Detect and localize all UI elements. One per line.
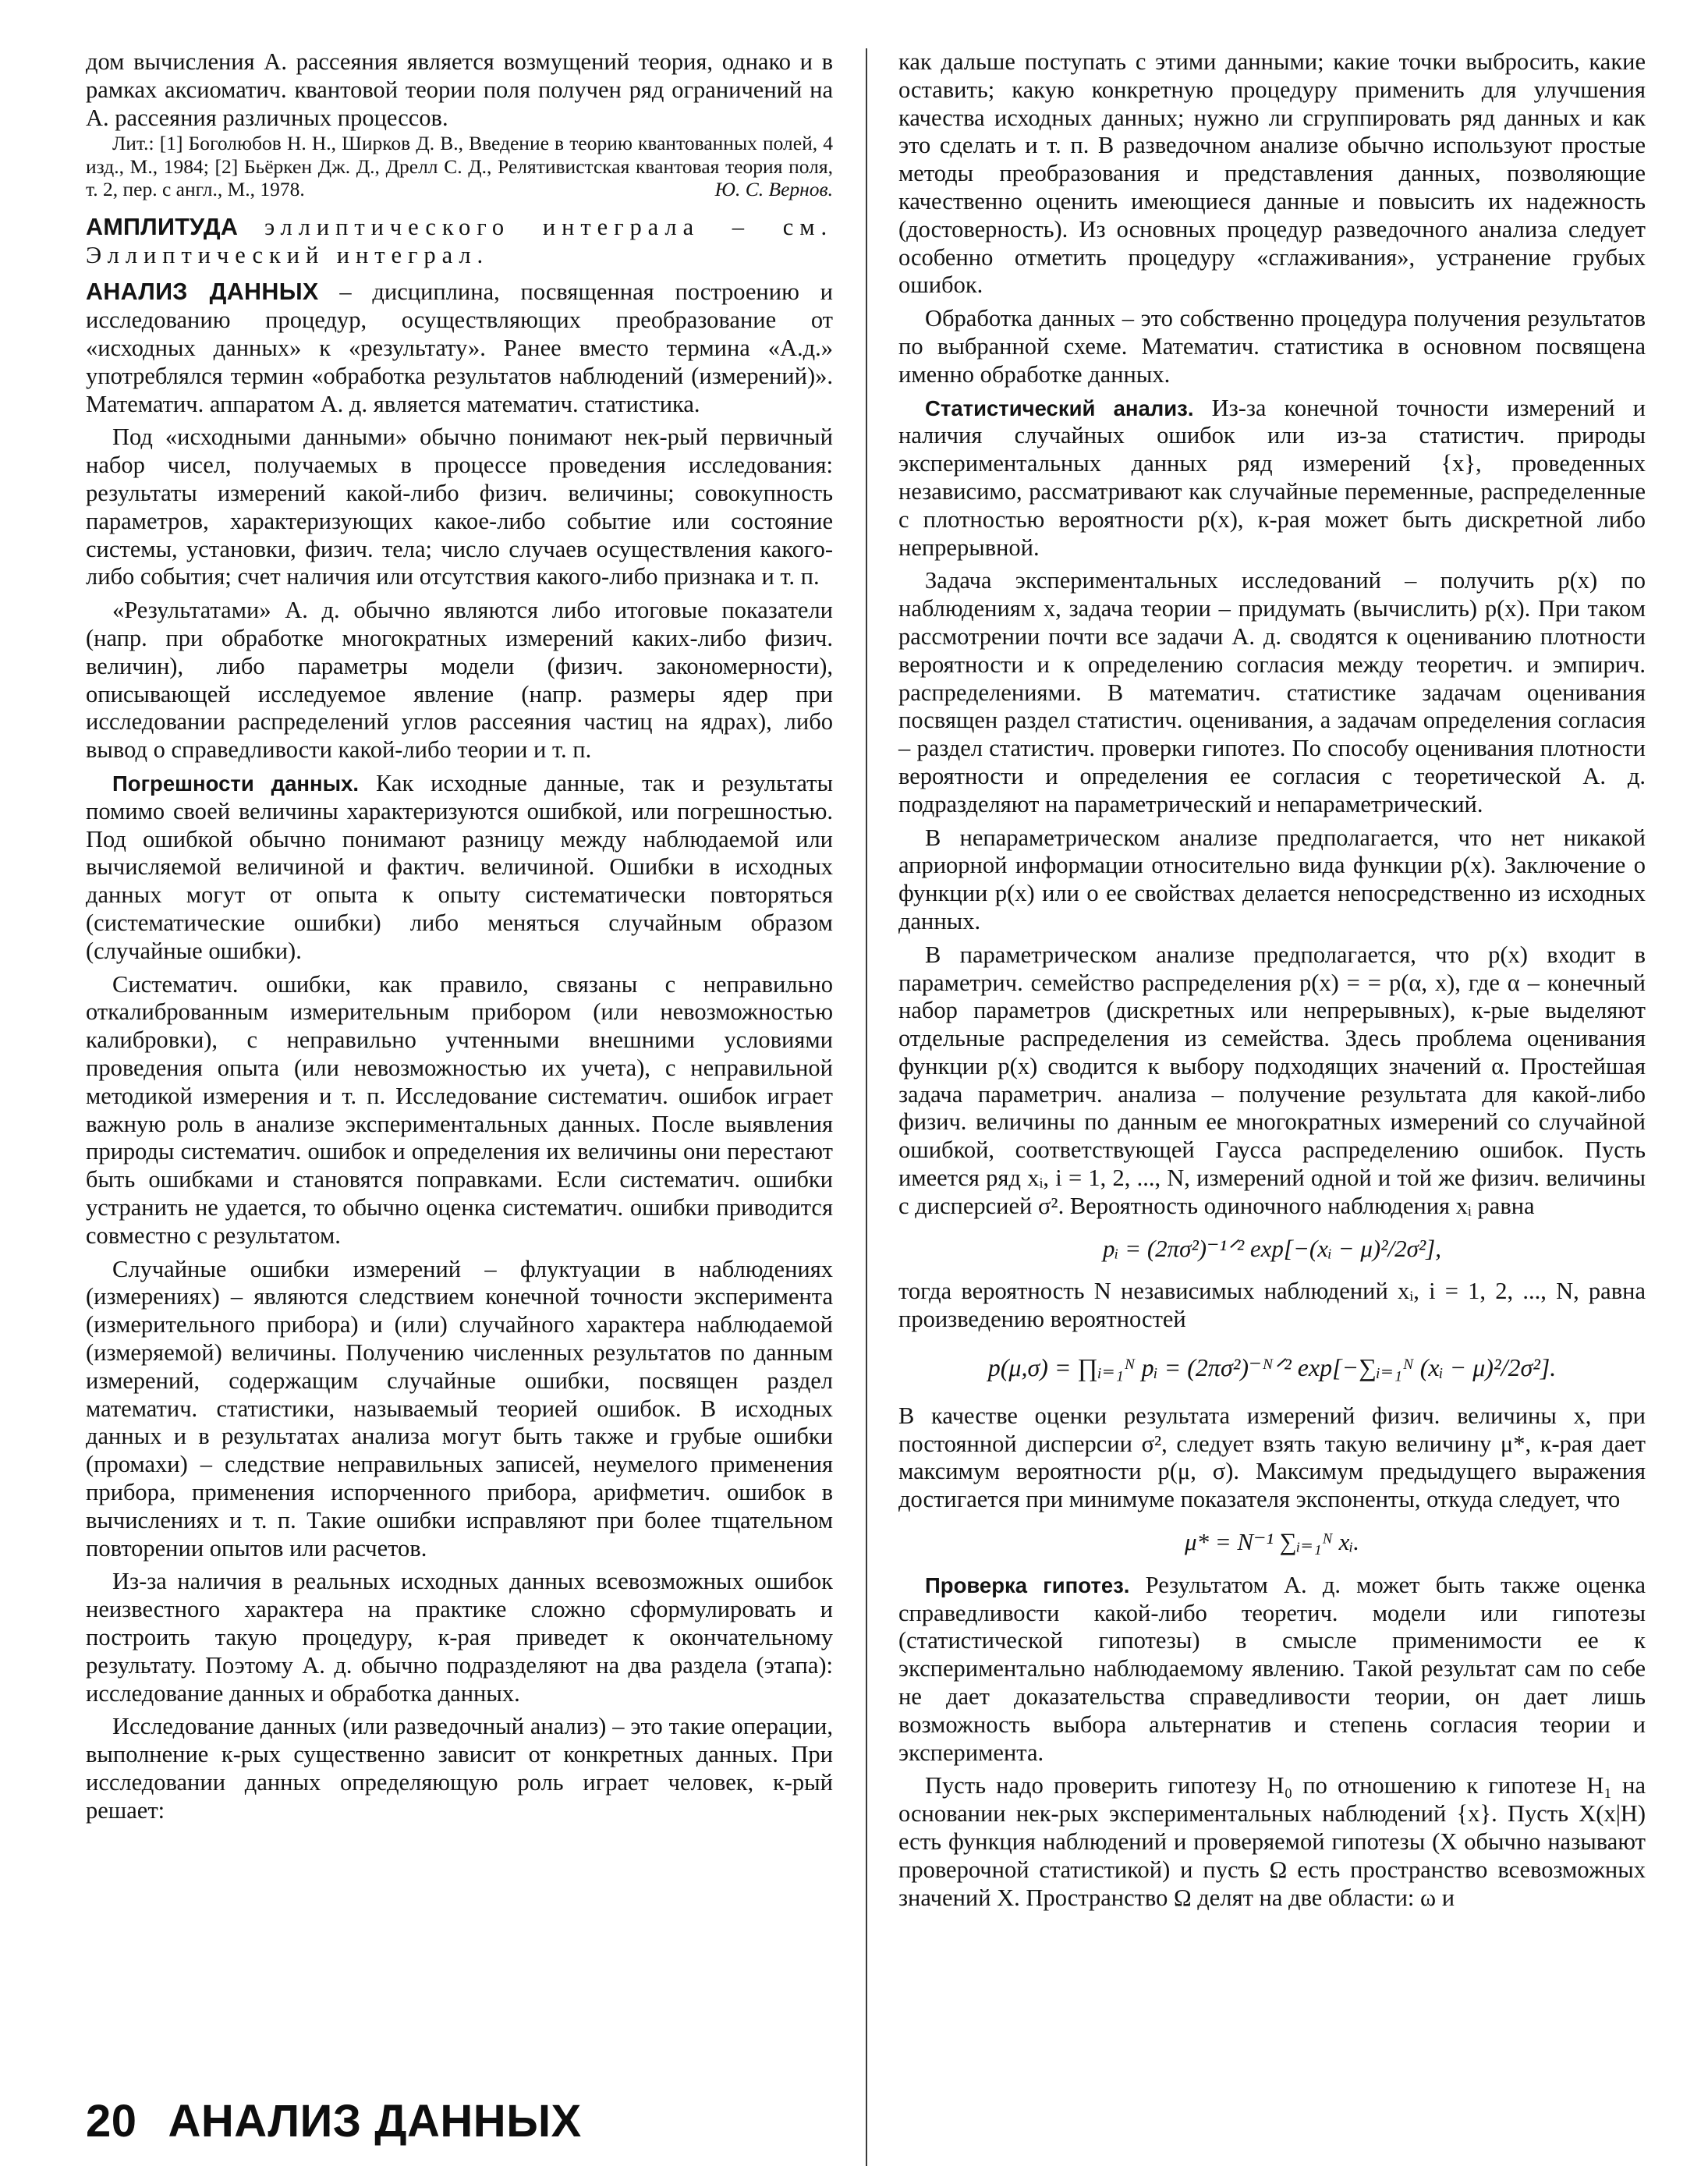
formula-mean-estimate: μ* = N⁻¹ ∑ᵢ₌₁ᴺ xᵢ. (1184, 1528, 1360, 1556)
paragraph-input-data: Под «исходными данными» обычно понимают нек-рый первичный набор чисел, получаемых в процессе проведения исследования: результаты измерений какой-либо физич. величины; совокупность параметров, характеризующих какое-либо событие или состояние системы, установки, физич. тела; число случаев осуществления какого-либо события; счет наличия или отсутствия какого-либо признака и т. п. (86, 424, 833, 590)
entry-amplituda-text: эллиптического интеграла – см. Эллиптический интеграл. (86, 213, 834, 268)
headword-analiz-dannyh: АНАЛИЗ ДАННЫХ (86, 278, 319, 306)
headword-amplituda: АМПЛИТУДА (86, 213, 239, 240)
page-number: 20 (86, 2096, 137, 2147)
subheading-hypothesis-testing: Проверка гипотез. (925, 1572, 1130, 1597)
column-divider (866, 48, 867, 2166)
paragraph-continuation: как дальше поступать с этими данными; какие точки выбросить, какие оставить; какую конкретную процедуру применить для улучшения качества исходных данных; нужно ли сгруппировать ряд данных и как это сделать и т. п. В разведочном анализе обычно используют простые методы преобразования и представления данных, позволяющие качественно оценить имеющиеся данные и повысить их надежность (достоверность). Из основных процедур разведочного анализа следует особенно отметить процедуру «сглаживания», устранение грубых ошибок. (898, 48, 1646, 299)
right-column (898, 48, 1646, 1912)
literature-text: Лит.: [1] Боголюбов Н. Н., Ширков Д. В., Введение в теорию квантованных полей, 4 изд., М., 1984; [2] Бьёркен Дж. Д., Дрелл С. Д., Релятивистская квантовая теория поля, т. 2, пер. с англ., М., 1978. (86, 132, 833, 201)
paragraph-parametric: В параметрическом анализе предполагается, что p(x) входит в параметрич. семейство распределения p(x) = = p(α, x), где α – конечный набор параметров (дискретных или непрерывных), к-рые выделяют отдельные распределения из семейства. Здесь проблема оценивания функции p(x) сводится к выбору подходящих значений α. Простейшая задача параметрич. анализа – получение результата для какой-либо физич. величины по данным ее многократных измерений со случайной ошибкой, соответствующей Гаусса распределению ошибок. Пусть имеется ряд xᵢ, i = 1, 2, ..., N, измерений одной и той же физич. величины с дисперсией σ². Вероятность одиночного наблюдения xᵢ равна (898, 941, 1646, 1219)
subheading-statistical-analysis: Статистический анализ. (925, 395, 1194, 420)
paragraph-estimate: В качестве оценки результата измерений физич. величины x, при постоянной дисперсии σ², следует взять такую величину μ*, к-рая дает максимум вероятности p(μ, σ). Максимум предыдущего выражения достигается при минимуме показателя экспоненты, откуда следует, что (898, 1402, 1646, 1513)
entry-amplituda (86, 214, 833, 270)
paragraph-task: Задача экспериментальных исследований – получить p(x) по наблюдениям x, задача теории – придумать (вычислить) p(x). При таком рассмотрении почти все задачи А. д. сводятся к оцениванию плотности вероятности и к определению согласия между теоретич. и эмпирич. распределениями. В математич. статистике задачам оценивания посвящен раздел статистич. оценивания, а задачам определения согласия – раздел статистич. проверки гипотез. По способу оценивания плотности вероятности и определения ее согласия с теоретической А. д. подразделяют на параметрический и непараметрический. (898, 567, 1646, 817)
section-data-errors (86, 770, 833, 966)
data-errors-text: Как исходные данные, так и результаты помимо своей величины характеризуются ошибкой, или погрешностью. Под ошибкой обычно понимают разницу между наблюдаемой или вычисляемой величиной и фактич. величиной. Ошибки в исходных данных могут от опыта к опыту систематически повторяться (систематические ошибки) либо меняться случайным образом (случайные ошибки). (86, 770, 833, 964)
entry-analiz-dannyh (86, 278, 833, 418)
statistical-analysis-text: Из-за конечной точности измерений и наличия случайных ошибок или из-за статистич. природы экспериментальных данных ряд измерений {x}, проведенных независимо, рассматривают как случайные переменные, распределенные с плотностью вероятности p(x), к-рая может быть дискретной либо непрерывной. (898, 394, 1646, 561)
running-title: АНАЛИЗ ДАННЫХ (168, 2096, 582, 2147)
definition-text: – дисциплина, посвященная построению и исследованию процедур, осуществляющих преобразование от «исходных данных» к «результату». Ранее вместо термина «А.д.» употреблялся термин «обработка результатов наблюдений (измерений)». Математич. аппаратом А. д. является математич. статистика. (86, 278, 833, 417)
paragraph-random-errors: Случайные ошибки измерений – флуктуации в наблюдениях (измерениях) – являются следствием конечной точности эксперимента (измерительного прибора) и (или) случайного характера наблюдаемой (измеряемой) величины. Получению численных результатов по данным измерений, содержащим случайные ошибки, посвящен раздел математич. статистики, называемый теорией ошибок. В исходных данных и в результатах анализа могут быть также и грубые ошибки (промахи) – следствие неправильных записей, неумелого применения прибора, применения испорченного прибора, арифметич. ошибок в вычислениях и т. п. Такие ошибки исправляют при более тщательном повторении опытов или расчетов. (86, 1255, 833, 1562)
literature-author: Ю. С. Вернов. (714, 178, 833, 201)
paragraph-hypothesis-check: Пусть надо проверить гипотезу H₀ по отношению к гипотезе H₁ на основании нек-рых экспериментальных наблюдений {x}. Пусть X(x|H) есть функция наблюдений и проверяемой гипотезы (X обычно называют проверочной статистикой) и пусть Ω есть пространство всевозможных значений X. Пространство Ω делят на две области: ω и (898, 1772, 1646, 1911)
page-footer (86, 2097, 582, 2147)
paragraph-results: «Результатами» А. д. обычно являются либо итоговые показатели (напр. при обработке многократных измерений каких-либо физич. величин), либо параметры модели (физич. закономерности), описывающей исследуемое явление (напр. размеры ядер при исследовании распределений углов рассеяния частиц на ядрах), либо вывод о справедливости какой-либо теории и т. п. (86, 597, 833, 764)
section-hypothesis-testing (898, 1572, 1646, 1767)
formula-single-probability: pᵢ = (2πσ²)⁻¹ᐟ² exp[−(xᵢ − μ)²/2σ²], (1103, 1234, 1441, 1262)
subheading-data-errors: Погрешности данных. (112, 771, 360, 796)
paragraph-nonparametric: В непараметрическом анализе предполагается, что нет никакой априорной информации относительно вида функции p(x). Заключение о функции p(x) или о ее свойствах делается непосредственно из исходных данных. (898, 824, 1646, 934)
paragraph-systematic-errors: Систематич. ошибки, как правило, связаны с неправильно откалиброванным измерительным прибором (или невозможностью калибровки), с неправильно учтенными внешними условиями проведения опыта (или невозможностью их учета), с неправильной методикой измерения и т. п. Исследование систематич. ошибок играет важную роль в анализе экспериментальных данных. После выявления природы систематич. ошибок и определения их величины они перестают быть ошибками и становятся поправками. Если систематич. ошибки устранить не удается, то обычно оценка систематич. ошибки приводится совместно с результатом. (86, 970, 833, 1249)
paragraph-then: тогда вероятность N независимых наблюдений xᵢ, i = 1, 2, ..., N, равна произведению вероятностей (898, 1278, 1646, 1333)
formula-likelihood: p(μ,σ) = ∏ᵢ₌₁ᴺ pᵢ = (2πσ²)⁻ᴺᐟ² exp[−∑ᵢ₌₁ᴺ (xᵢ − μ)²/2σ²]. (987, 1353, 1557, 1382)
section-statistical-analysis (898, 395, 1646, 562)
hypothesis-testing-text: Результатом А. д. может быть также оценка справедливости какой-либо теоретич. модели или гипотезы (статистической гипотезы) в смысле применимости ее к экспериментально наблюдаемому явлению. Такой результат сам по себе не дает доказательства справедливости теории, он дает лишь возможность выбора альтернатив и степень согласия теории и эксперимента. (898, 1571, 1646, 1766)
paragraph-data-exploration: Исследование данных (или разведочный анализ) – это такие операции, выполнение к-рых существенно зависит от конкретных данных. При исследовании данных определяющую роль играет человек, к-рый решает: (86, 1713, 833, 1824)
literature-references (86, 132, 833, 201)
left-column (86, 48, 833, 1825)
paragraph-two-stages: Из-за наличия в реальных исходных данных всевозможных ошибок неизвестного характера на практике сложно сформулировать и построить такую процедуру, к-рая приведет к окончательному результату. Поэтому А. д. обычно подразделяют на два раздела (этапа): исследование данных и обработка данных. (86, 1568, 833, 1707)
intro-paragraph: дом вычисления А. рассеяния является возмущений теория, однако и в рамках аксиоматич. квантовой теории поля получен ряд ограничений на А. рассеяния различных процессов. (86, 48, 833, 131)
paragraph-data-processing: Обработка данных – это собственно процедура получения результатов по выбранной схеме. Математич. статистика в основном посвящена именно обработке данных. (898, 305, 1646, 388)
